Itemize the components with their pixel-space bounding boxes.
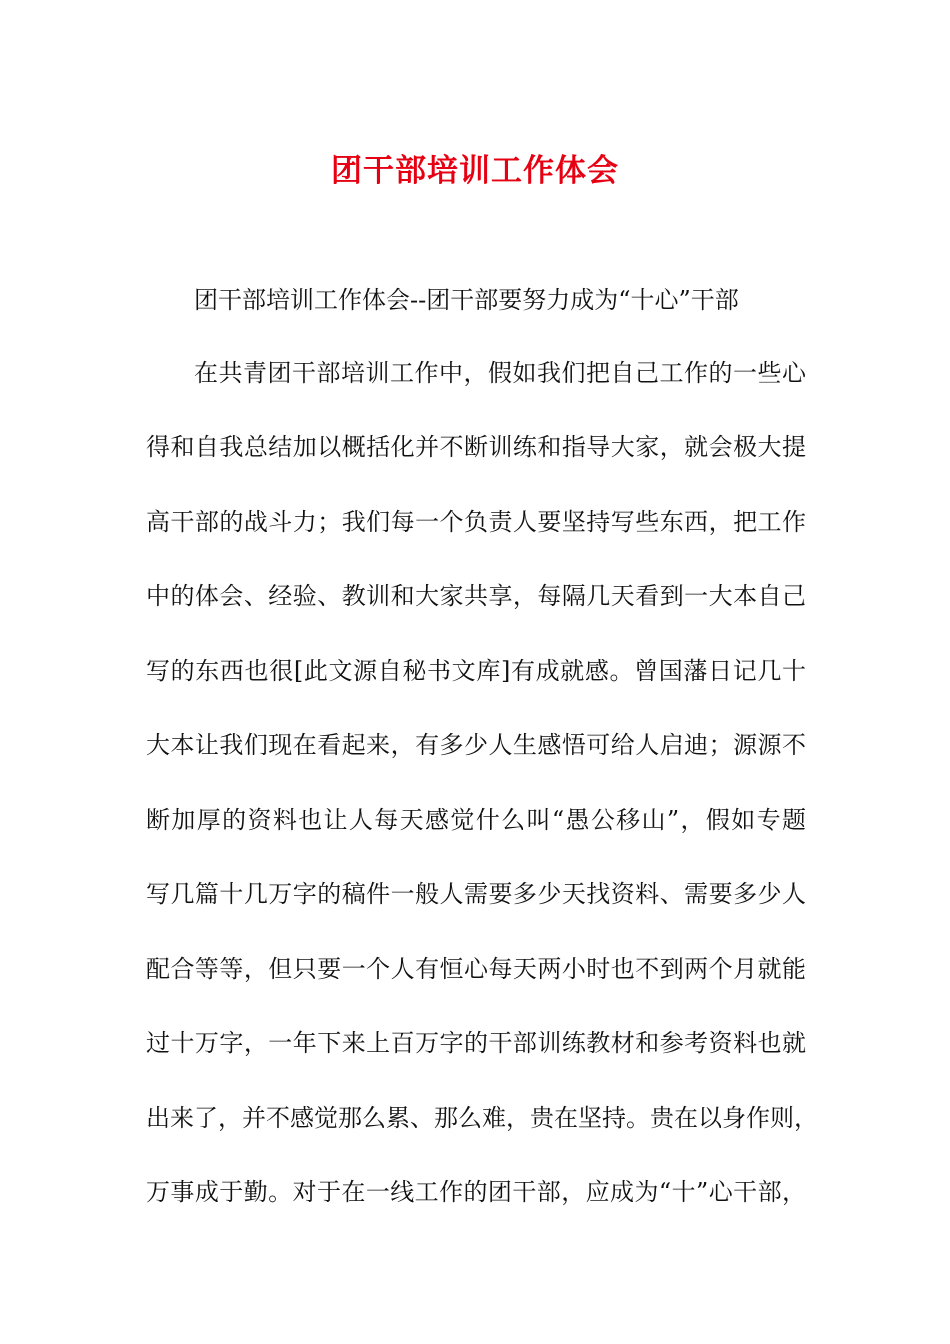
paragraph-line-7: 断加厚的资料也让人每天感觉什么叫“愚公移山”，假如专题: [146, 806, 806, 834]
paragraph-line-6: 大本让我们现在看起来，有多少人生感悟可给人启迪；源源不: [146, 731, 806, 759]
paragraph-line-12: 万事成于勤。对于在一线工作的团干部，应成为“十”心干部，: [146, 1178, 806, 1206]
subtitle-line: 团干部培训工作体会--团干部要努力成为“十心”干部: [194, 286, 739, 314]
paragraph-line-5: 写的东西也很[此文源自秘书文库]有成就感。曾国藩日记几十: [146, 657, 806, 685]
paragraph-line-1: 在共青团干部培训工作中，假如我们把自己工作的一些心: [194, 359, 806, 387]
paragraph-line-8: 写几篇十几万字的稿件一般人需要多少天找资料、需要多少人: [146, 880, 806, 908]
paragraph-line-3: 高干部的战斗力；我们每一个负责人要坚持写些东西，把工作: [146, 508, 806, 536]
paragraph-line-4: 中的体会、经验、教训和大家共享，每隔几天看到一大本自己: [146, 582, 806, 610]
paragraph-line-11: 出来了，并不感觉那么累、那么难，贵在坚持。贵在以身作则，: [146, 1104, 818, 1132]
paragraph-line-2: 得和自我总结加以概括化并不断训练和指导大家，就会极大提: [146, 433, 806, 461]
document-title: 团干部培训工作体会: [331, 153, 619, 189]
paragraph-line-9: 配合等等，但只要一个人有恒心每天两小时也不到两个月就能: [146, 955, 806, 983]
paragraph-line-10: 过十万字，一年下来上百万字的干部训练教材和参考资料也就: [146, 1029, 806, 1057]
